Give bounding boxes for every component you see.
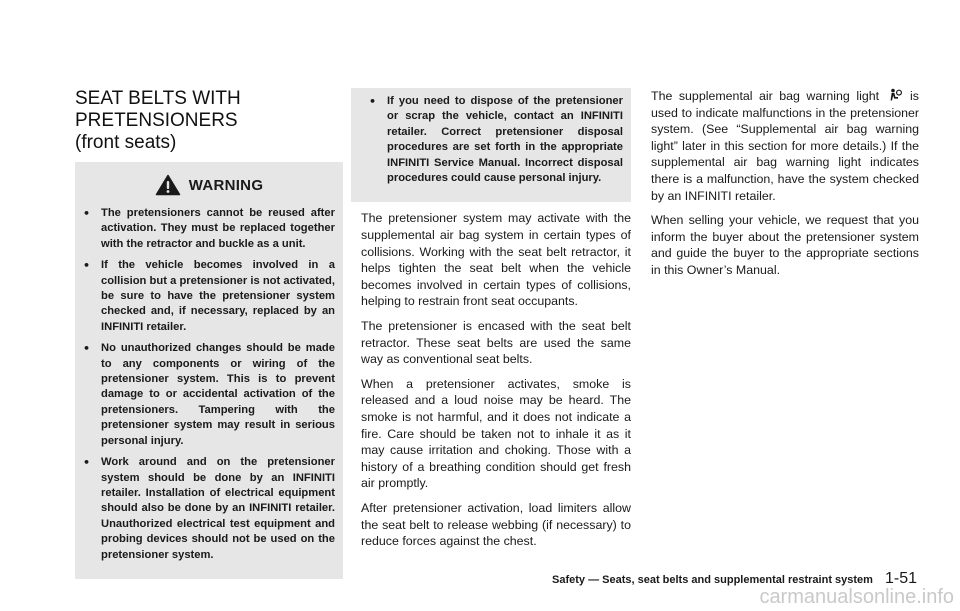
- warning-box-continued: [351, 88, 631, 202]
- paragraph: When a pretensioner activates, smoke is released and a loud noise may be heard. The smoke is not harmful, and it does not indicate a fire. Care should be taken not to inhale it as it may cause irritation and choking. Those with a history of a breathing condition should get fresh air promptly.: [361, 376, 631, 491]
- airbag-warning-icon: [888, 88, 902, 102]
- paragraph: The pretensioner is encased with the seat belt retractor. These seat belts are used the same way as conventional seat belts.: [361, 319, 631, 367]
- paragraph: The supplemental air bag warning light is used to indicate malfunctions in the pretensioner system. (See “Supplemental air bag warning light” later in this section for more details.) If the supplemental air bag warning light indicates there is a malfunction, have the system checked by an INFINITI retailer.: [651, 89, 919, 203]
- warning-triangle-icon: [155, 174, 181, 196]
- warning-item: • Work around and on the pretensioner system should be done by an INFINITI retailer. Installation of electrical equipment should also be done by an INFINITI retailer. Unauthorized electrical test equipment and probing devices should not be used on the pretensioner system.: [83, 456, 335, 561]
- column-right: [651, 88, 919, 287]
- warning-title: WARNING: [188, 176, 264, 194]
- watermark: carmanualsonline.info: [759, 586, 954, 608]
- warning-item: • If the vehicle becomes involved in a collision but a pretensioner is not activated, be sure to have the pretensioner system checked and, if necessary, replaced by an INFINITI retailer.: [83, 259, 335, 333]
- paragraph: When selling your vehicle, we request that you inform the buyer about the pretensioner system and guide the buyer to the appropriate sections in this Owner’s Manual.: [651, 213, 919, 277]
- warning-box: [75, 162, 343, 579]
- page-number: 1-51: [884, 570, 917, 587]
- warning-item: • No unauthorized changes should be made to any components or wiring of the pretensioner system. This is to prevent damage to or accidental activation of the pretensioners. Tampering with the pretensioner system may result in serious personal injury.: [83, 342, 335, 447]
- heading-line1: SEAT BELTS WITH PRETENSIONERS: [75, 88, 241, 131]
- warning-item: • The pretensioners cannot be reused after activation. They must be replaced together with the retractor and buckle as a unit.: [83, 207, 335, 250]
- section-heading: [75, 88, 343, 154]
- heading-line2: (front seats): [75, 132, 177, 153]
- footer-section-title: Safety — Seats, seat belts and supplemental restraint system: [552, 574, 873, 586]
- column-left: [75, 88, 343, 579]
- warning-item: • If you need to dispose of the pretensioner or scrap the vehicle, contact an INFINITI retailer. Correct pretensioner disposal procedures are set forth in the appropriate INFINITI Service Manual. Incorrect disposal procedures could cause personal injury.: [369, 95, 623, 185]
- paragraph: After pretensioner activation, load limiters allow the seat belt to release webbing (if necessary) to reduce forces against the chest.: [361, 500, 631, 549]
- column-middle: [361, 88, 631, 558]
- paragraph: The pretensioner system may activate with the supplemental air bag system in certain types of collisions. Working with the seat belt retractor, it helps tighten the seat belt when the vehicle becomes involved in certain types of collisions, helping to restrain front seat occupants.: [361, 211, 631, 309]
- warning-header: [83, 174, 335, 196]
